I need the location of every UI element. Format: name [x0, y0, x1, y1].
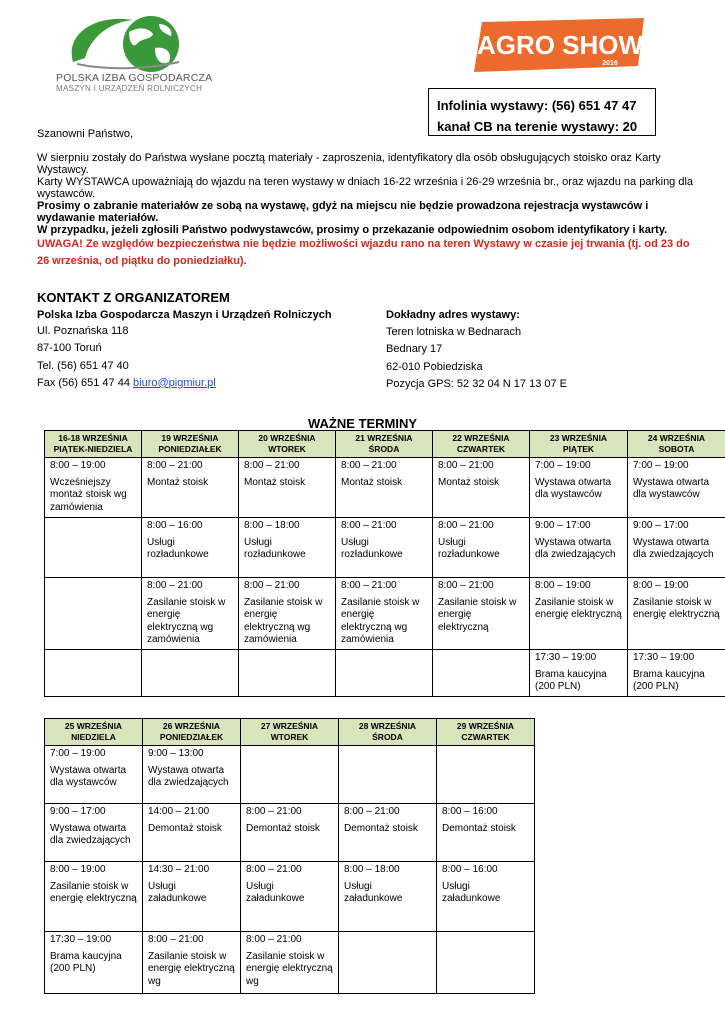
- cell-description: Zasilanie stoisk w energię elektryczną wg: [246, 950, 333, 987]
- header-day: ŚRODA: [368, 444, 400, 454]
- schedule-cell: [433, 650, 530, 697]
- letter-body: [37, 152, 697, 269]
- cell-description: Wystawa otwarta dla zwiedzających: [535, 536, 616, 560]
- schedule-cell: [45, 804, 143, 862]
- org-logo-line1: POLSKA IZBA GOSPODARCZA: [56, 72, 213, 84]
- cell-time: 8:00 – 21:00: [438, 460, 494, 471]
- cell-time: 7:00 – 19:00: [50, 748, 106, 759]
- schedule-cell: [530, 518, 628, 578]
- schedule-cell: [45, 458, 142, 518]
- agro-show-logo-year: 2016: [602, 60, 618, 67]
- table-row: [45, 932, 535, 994]
- schedule-cell: [142, 458, 239, 518]
- column-header: [241, 719, 339, 746]
- paragraph-subexhibitors: W przypadku, jeżeli zgłosili Państwo podwystawców, prosimy o przekazanie odpowiednim osobom identyfikatory i karty.: [37, 224, 668, 236]
- header-date: 24 WRZEŚNIA: [647, 433, 706, 443]
- agro-show-logo: [470, 16, 650, 74]
- cell-time: 8:00 – 21:00: [147, 580, 203, 591]
- address-line2: Bednary 17: [386, 343, 443, 356]
- schedule-cell: [628, 650, 725, 697]
- cell-time: 17:30 – 19:00: [633, 652, 695, 663]
- infoline-text: Infolinia wystawy: (56) 651 47 47: [437, 98, 637, 113]
- cell-description: Montaż stoisk: [341, 476, 403, 488]
- org-name: Polska Izba Gospodarcza Maszyn i Urządzeń Rolniczych: [37, 309, 332, 321]
- cell-description: Wystawa otwarta dla wystawców: [50, 764, 127, 788]
- column-header: [530, 431, 628, 458]
- schedule-cell: [142, 578, 239, 650]
- cell-description: Usługi rozładunkowe: [244, 536, 306, 560]
- paragraph-warning: UWAGA! Ze względów bezpieczeństwa nie będzie możliwości wjazdu rano na teren Wystawy w czasie jej trwania (tj. od 23 do 26 września, od piątku do poniedziałku).: [37, 238, 690, 267]
- header-day: WTOREK: [268, 444, 306, 454]
- schedule-cell: [142, 650, 239, 697]
- header-date: 29 WRZEŚNIA: [456, 721, 515, 731]
- cell-time: 9:00 – 13:00: [148, 748, 204, 759]
- cell-time: 8:00 – 21:00: [341, 460, 397, 471]
- cell-description: Brama kaucyjna (200 PLN): [633, 668, 705, 692]
- important-dates-heading: WAŻNE TERMINY: [307, 416, 418, 431]
- cell-time: 8:00 – 21:00: [438, 580, 494, 591]
- table-row: [45, 862, 535, 932]
- cell-time: 17:30 – 19:00: [535, 652, 597, 663]
- header-date: 27 WRZEŚNIA: [260, 721, 319, 731]
- table-row: [45, 458, 725, 518]
- cell-time: 8:00 – 19:00: [50, 460, 106, 471]
- header-date: 22 WRZEŚNIA: [452, 433, 510, 443]
- address-line3: 62-010 Pobiedziska: [386, 360, 483, 373]
- cell-description: Wcześniejszy montaż stoisk wg zamówienia: [50, 476, 127, 513]
- cell-time: 9:00 – 17:00: [535, 520, 591, 531]
- cell-description: Zasilanie stoisk w energię elektryczną: [633, 596, 720, 620]
- cell-time: 8:00 – 21:00: [147, 460, 203, 471]
- header-date: 21 WRZEŚNIA: [355, 433, 413, 443]
- cell-time: 8:00 – 21:00: [344, 806, 400, 817]
- schedule-cell: [143, 862, 241, 932]
- schedule-cell: [143, 804, 241, 862]
- cell-description: Montaż stoisk: [147, 476, 209, 488]
- cell-description: Wystawa otwarta dla zwiedzających: [50, 822, 131, 846]
- schedule-cell: [433, 578, 530, 650]
- cell-description: Zasilanie stoisk w energię elektryczną: [535, 596, 622, 620]
- cell-description: Zasilanie stoisk w energię elektryczną: [50, 880, 137, 904]
- schedule-cell: [530, 650, 628, 697]
- organizer-contact: [37, 307, 332, 392]
- org-logo-line2: MASZYN I URZĄDZEŃ ROLNICZYCH: [56, 84, 203, 93]
- schedule-cell: [143, 932, 241, 994]
- cell-time: 7:00 – 19:00: [535, 460, 591, 471]
- schedule-cell: [628, 458, 725, 518]
- exhibition-address: [386, 307, 567, 393]
- schedule-cell: [339, 932, 437, 994]
- schedule-cell: [437, 932, 535, 994]
- schedule-cell: [339, 862, 437, 932]
- cell-description: Demontaż stoisk: [344, 822, 418, 834]
- cell-time: 8:00 – 21:00: [246, 806, 302, 817]
- cell-description: Demontaż stoisk: [442, 822, 516, 834]
- cell-time: 8:00 – 21:00: [244, 460, 300, 471]
- schedule-cell: [336, 578, 433, 650]
- cell-description: Usługi załadunkowe: [344, 880, 403, 904]
- paragraph-bring-materials: Prosimy o zabranie materiałów ze sobą na wystawę, gdyż na miejscu nie będzie prowadzona rejestracja wystawców i wydawanie materiałów.: [37, 200, 649, 224]
- schedule-cell: [142, 518, 239, 578]
- cell-time: 8:00 – 21:00: [438, 520, 494, 531]
- cell-description: Wystawa otwarta dla wystawców: [535, 476, 612, 500]
- schedule-cell: [339, 804, 437, 862]
- schedule-cell: [437, 746, 535, 804]
- header-date: 28 WRZEŚNIA: [358, 721, 417, 731]
- gps-position: Pozycja GPS: 52 32 04 N 17 13 07 E: [386, 377, 568, 390]
- cell-description: Wystawa otwarta dla zwiedzających: [148, 764, 229, 788]
- cell-description: Montaż stoisk: [244, 476, 306, 488]
- cell-time: 8:00 – 21:00: [246, 934, 302, 945]
- column-header: [239, 431, 336, 458]
- cell-description: Usługi rozładunkowe: [438, 536, 500, 560]
- cell-time: 8:00 – 16:00: [147, 520, 203, 531]
- cell-description: Zasilanie stoisk w energię elektryczną wg: [148, 950, 235, 987]
- schedule-cell: [239, 650, 336, 697]
- cell-time: 8:00 – 19:00: [50, 864, 106, 875]
- header-date: 19 WRZEŚNIA: [161, 433, 219, 443]
- org-phone: Tel. (56) 651 47 40: [37, 359, 129, 372]
- cell-time: 8:00 – 19:00: [633, 580, 689, 591]
- cell-time: 8:00 – 21:00: [246, 864, 302, 875]
- email-link[interactable]: biuro@pigmiur.pl: [133, 376, 216, 389]
- schedule-cell: [336, 458, 433, 518]
- infoline-box: [428, 88, 656, 136]
- schedule-cell: [241, 746, 339, 804]
- header-date: 25 WRZEŚNIA: [64, 721, 123, 731]
- schedule-cell: [530, 458, 628, 518]
- schedule-cell: [336, 650, 433, 697]
- cell-time: 8:00 – 18:00: [344, 864, 400, 875]
- cell-time: 8:00 – 21:00: [244, 580, 300, 591]
- header-day: SOBOTA: [658, 444, 695, 454]
- column-header: [143, 719, 241, 746]
- cell-description: Usługi rozładunkowe: [341, 536, 403, 560]
- schedule-cell: [336, 518, 433, 578]
- paragraph-exhibitor-cards: Karty WYSTAWCA upoważniają do wjazdu na teren wystawy w dniach 16-22 września i 26-29 września br., oraz wjazdu na parking dla wystawców.: [37, 176, 694, 200]
- table-row: [45, 804, 535, 862]
- cell-description: Wystawa otwarta dla wystawców: [633, 476, 710, 500]
- paragraph-materials: W sierpniu zostały do Państwa wysłane pocztą materiały - zaproszenia, identyfikatory dla osób obsługujących stoisko oraz Karty Wystawcy.: [37, 152, 661, 176]
- schedule-cell: [530, 578, 628, 650]
- cell-description: Montaż stoisk: [438, 476, 500, 488]
- schedule-cell: [628, 578, 725, 650]
- schedule-cell: [45, 862, 143, 932]
- org-city: 87-100 Toruń: [37, 342, 102, 355]
- schedule-cell: [45, 650, 142, 697]
- schedule-cell: [241, 862, 339, 932]
- column-header: [339, 719, 437, 746]
- header-day: NIEDZIELA: [71, 732, 116, 742]
- schedule-cell: [45, 932, 143, 994]
- org-logo: [50, 12, 213, 97]
- cell-description: Wystawa otwarta dla zwiedzających: [633, 536, 714, 560]
- header-day: PONIEDZIAŁEK: [159, 732, 224, 742]
- schedule-cell: [239, 458, 336, 518]
- cell-time: 7:00 – 19:00: [633, 460, 689, 471]
- cell-time: 9:00 – 17:00: [50, 806, 106, 817]
- cell-description: Usługi załadunkowe: [442, 880, 501, 904]
- cell-time: 8:00 – 19:00: [535, 580, 591, 591]
- schedule-cell: [143, 746, 241, 804]
- cell-description: Zasilanie stoisk w energię elektryczną wg zamówienia: [244, 596, 323, 645]
- schedule-cell: [45, 518, 142, 578]
- column-header: [336, 431, 433, 458]
- cb-channel-text: kanał CB na terenie wystawy: 20: [437, 119, 638, 134]
- globe-leaf-icon: [55, 12, 195, 74]
- cell-description: Zasilanie stoisk w energię elektryczną wg zamówienia: [147, 596, 226, 645]
- cell-time: 8:00 – 18:00: [244, 520, 300, 531]
- schedule-table-1: [44, 430, 725, 697]
- cell-description: Zasilanie stoisk w energię elektryczną wg zamówienia: [341, 596, 420, 645]
- column-header: [433, 431, 530, 458]
- cell-description: Demontaż stoisk: [148, 822, 222, 834]
- agro-show-logo-text: AGRO SHOW: [476, 30, 644, 60]
- schedule-cell: [241, 804, 339, 862]
- schedule-cell: [433, 458, 530, 518]
- cell-time: 8:00 – 21:00: [341, 520, 397, 531]
- column-header: [45, 431, 142, 458]
- cell-description: Usługi rozładunkowe: [147, 536, 209, 560]
- header-day: CZWARTEK: [461, 732, 510, 742]
- cell-time: 8:00 – 16:00: [442, 864, 498, 875]
- cell-description: Usługi załadunkowe: [148, 880, 207, 904]
- header-date: 16-18 WRZEŚNIA: [58, 433, 128, 443]
- table-row: [45, 578, 725, 650]
- schedule-cell: [437, 862, 535, 932]
- cell-time: 14:00 – 21:00: [148, 806, 210, 817]
- contact-heading: KONTAKT Z ORGANIZATOREM: [37, 290, 230, 305]
- column-header: [437, 719, 535, 746]
- org-street: Ul. Poznańska 118: [37, 325, 129, 338]
- header-date: 23 WRZEŚNIA: [549, 433, 608, 443]
- schedule-cell: [339, 746, 437, 804]
- schedule-cell: [241, 932, 339, 994]
- cell-description: Usługi załadunkowe: [246, 880, 305, 904]
- cell-description: Zasilanie stoisk w energię elektryczną: [438, 596, 517, 633]
- schedule-cell: [628, 518, 725, 578]
- column-header: [142, 431, 239, 458]
- header-day: ŚRODA: [372, 732, 403, 742]
- schedule-cell: [45, 578, 142, 650]
- schedule-cell: [433, 518, 530, 578]
- table-row: [45, 518, 725, 578]
- schedule-cell: [239, 578, 336, 650]
- table-row: [45, 650, 725, 697]
- cell-time: 9:00 – 17:00: [633, 520, 689, 531]
- cell-time: 8:00 – 21:00: [148, 934, 204, 945]
- org-fax: Fax (56) 651 47 44: [37, 376, 130, 389]
- address-label: Dokładny adres wystawy:: [386, 309, 520, 321]
- header-day: PIĄTEK: [562, 444, 595, 454]
- cell-description: Brama kaucyjna (200 PLN): [50, 950, 122, 974]
- cell-description: Demontaż stoisk: [246, 822, 320, 834]
- address-line1: Teren lotniska w Bednarach: [386, 326, 522, 339]
- schedule-table-2: [44, 718, 535, 994]
- cell-time: 8:00 – 16:00: [442, 806, 498, 817]
- header-date: 26 WRZEŚNIA: [162, 721, 221, 731]
- cell-description: Brama kaucyjna (200 PLN): [535, 668, 607, 692]
- header-day: WTOREK: [270, 732, 309, 742]
- table-row: [45, 746, 535, 804]
- cell-time: 8:00 – 21:00: [341, 580, 397, 591]
- header-date: 20 WRZEŚNIA: [258, 433, 316, 443]
- cell-time: 17:30 – 19:00: [50, 934, 112, 945]
- cell-time: 14:30 – 21:00: [148, 864, 210, 875]
- header-day: PIĄTEK-NIEDZIELA: [53, 444, 133, 454]
- schedule-cell: [239, 518, 336, 578]
- header-day: PONIEDZIAŁEK: [158, 444, 222, 454]
- schedule-cell: [437, 804, 535, 862]
- org-fax-email: [37, 375, 332, 392]
- schedule-cell: [45, 746, 143, 804]
- column-header: [45, 719, 143, 746]
- column-header: [628, 431, 725, 458]
- greeting: Szanowni Państwo,: [37, 128, 133, 140]
- header-day: CZWARTEK: [456, 444, 506, 454]
